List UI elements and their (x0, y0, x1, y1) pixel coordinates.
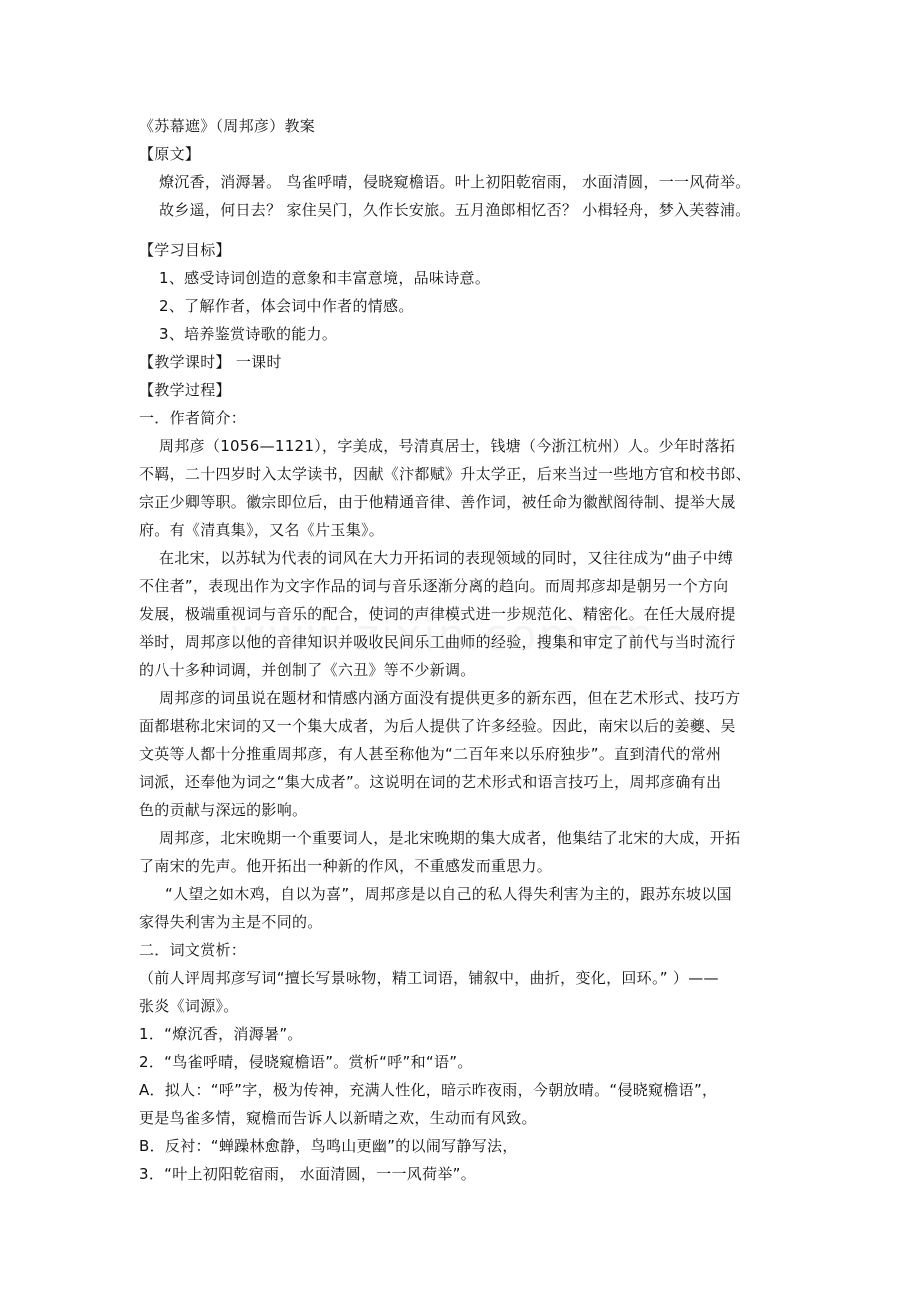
text-line: 不住者”，表现出作为文字作品的词与音乐逐渐分离的趋向。而周邦彦却是朝另一个方向 (139, 577, 729, 595)
text-line: 2、了解作者，体会词中作者的情感。 (159, 297, 414, 315)
text-line: 家得失利害为主是不同的。 (139, 913, 323, 931)
text-line: 更是鸟雀多情，窥檐而告诉人以新晴之欢，生动而有风致。 (139, 1109, 537, 1127)
text-line: 不羁，二十四岁时入太学读书，因献《汴都赋》升太学正，后来当过一些地方官和校书郎、 (139, 465, 752, 483)
text-line: 2．“鸟雀呼晴，侵晓窥檐语”。赏析“呼”和“语”。 (139, 1053, 473, 1071)
text-line: 1、感受诗词创造的意象和丰富意境，品味诗意。 (159, 269, 491, 287)
text-line: 府。有《清真集》，又名《片玉集》。 (139, 521, 385, 539)
text-line: 在北宋，以苏轼为代表的词风在大力开拓词的表现领域的同时，又往往成为“曲子中缚 (159, 549, 734, 567)
text-line: 【教学课时】 一课时 (139, 353, 282, 371)
text-line: （前人评周邦彦写词“擅长写景咏物，精工词语，铺叙中，曲折，变化，回环。” ）—— (139, 969, 719, 987)
blank-line (139, 224, 799, 236)
text-line: B．反衬：“蝉躁林愈静，鸟鸣山更幽”的以闹写静写法， (139, 1137, 518, 1155)
text-line: A．拟人：“呼”字，极为传神，充满人性化，暗示昨夜雨，今朝放晴。“侵晓窥檐语”， (139, 1081, 718, 1099)
text-line: 周邦彦，北宋晚期一个重要词人，是北宋晚期的集大成者，他集结了北宋的大成，开拓 (159, 829, 741, 847)
document-body (139, 112, 799, 1188)
text-line: 周邦彦（1056—1121），字美成，号清真居士，钱塘（今浙江杭州）人。少年时落拓 (159, 437, 736, 455)
text-line: 发展，极端重视词与音乐的配合，使词的声律模式进一步规范化、精密化。在任大晟府提 (139, 605, 736, 623)
text-line: 了南宋的先声。他开拓出一种新的作风，不重感发而重思力。 (139, 857, 553, 875)
text-line: 3．“叶上初阳乾宿雨， 水面清圆，一一风荷举”。 (139, 1165, 477, 1183)
text-line: 【学习目标】 (139, 241, 231, 259)
text-line: 宗正少卿等职。徽宗即位后，由于他精通音律、善作词，被任命为徽猷阁待制、提举大晟 (139, 493, 736, 511)
text-line: 色的贡献与深远的影响。 (139, 801, 308, 819)
text-line: 《苏幕遮》（周邦彦）教案 (139, 117, 316, 135)
text-line: 面都堪称北宋词的又一个集大成者，为后人提供了许多经验。因此，南宋以后的姜夔、吴 (139, 717, 736, 735)
text-line: 【原文】 (139, 145, 201, 163)
text-line: 举时，周邦彦以他的音律知识并吸收民间乐工曲师的经验，搜集和审定了前代与当时流行 (139, 633, 736, 651)
text-line: 燎沉香，消溽暑。 鸟雀呼晴，侵晓窥檐语。叶上初阳乾宿雨， 水面清圆，一一风荷举。 (159, 173, 751, 191)
text-line: 张炎《词源》。 (139, 997, 239, 1015)
text-line: 周邦彦的词虽说在题材和情感内涵方面没有提供更多的新东西，但在艺术形式、技巧方 (159, 689, 741, 707)
text-line: 1．“燎沉香，消溽暑”。 (139, 1025, 303, 1043)
text-line: 文英等人都十分推重周邦彦，有人甚至称他为“二百年来以乐府独步”。直到清代的常州 (139, 745, 722, 763)
text-line: 故乡遥，何日去？ 家住吴门，久作长安旅。五月渔郎相忆否？ 小楫轻舟，梦入芙蓉浦。 (159, 201, 751, 219)
text-line: 二．词文赏析： (139, 941, 247, 959)
text-line: 【教学过程】 (139, 381, 231, 399)
text-line: 一．作者简介： (139, 409, 247, 427)
text-line: 的八十多种词调，并创制了《六丑》等不少新调。 (139, 661, 476, 679)
text-line: 3、培养鉴赏诗歌的能力。 (159, 325, 338, 343)
text-line: 词派，还奉他为词之“集大成者”。这说明在词的艺术形式和语言技巧上，周邦彦确有出 (139, 773, 722, 791)
text-line: “人望之如木鸡，自以为喜”，周邦彦是以自己的私人得失利害为主的，跟苏东坡以国 (165, 885, 732, 903)
